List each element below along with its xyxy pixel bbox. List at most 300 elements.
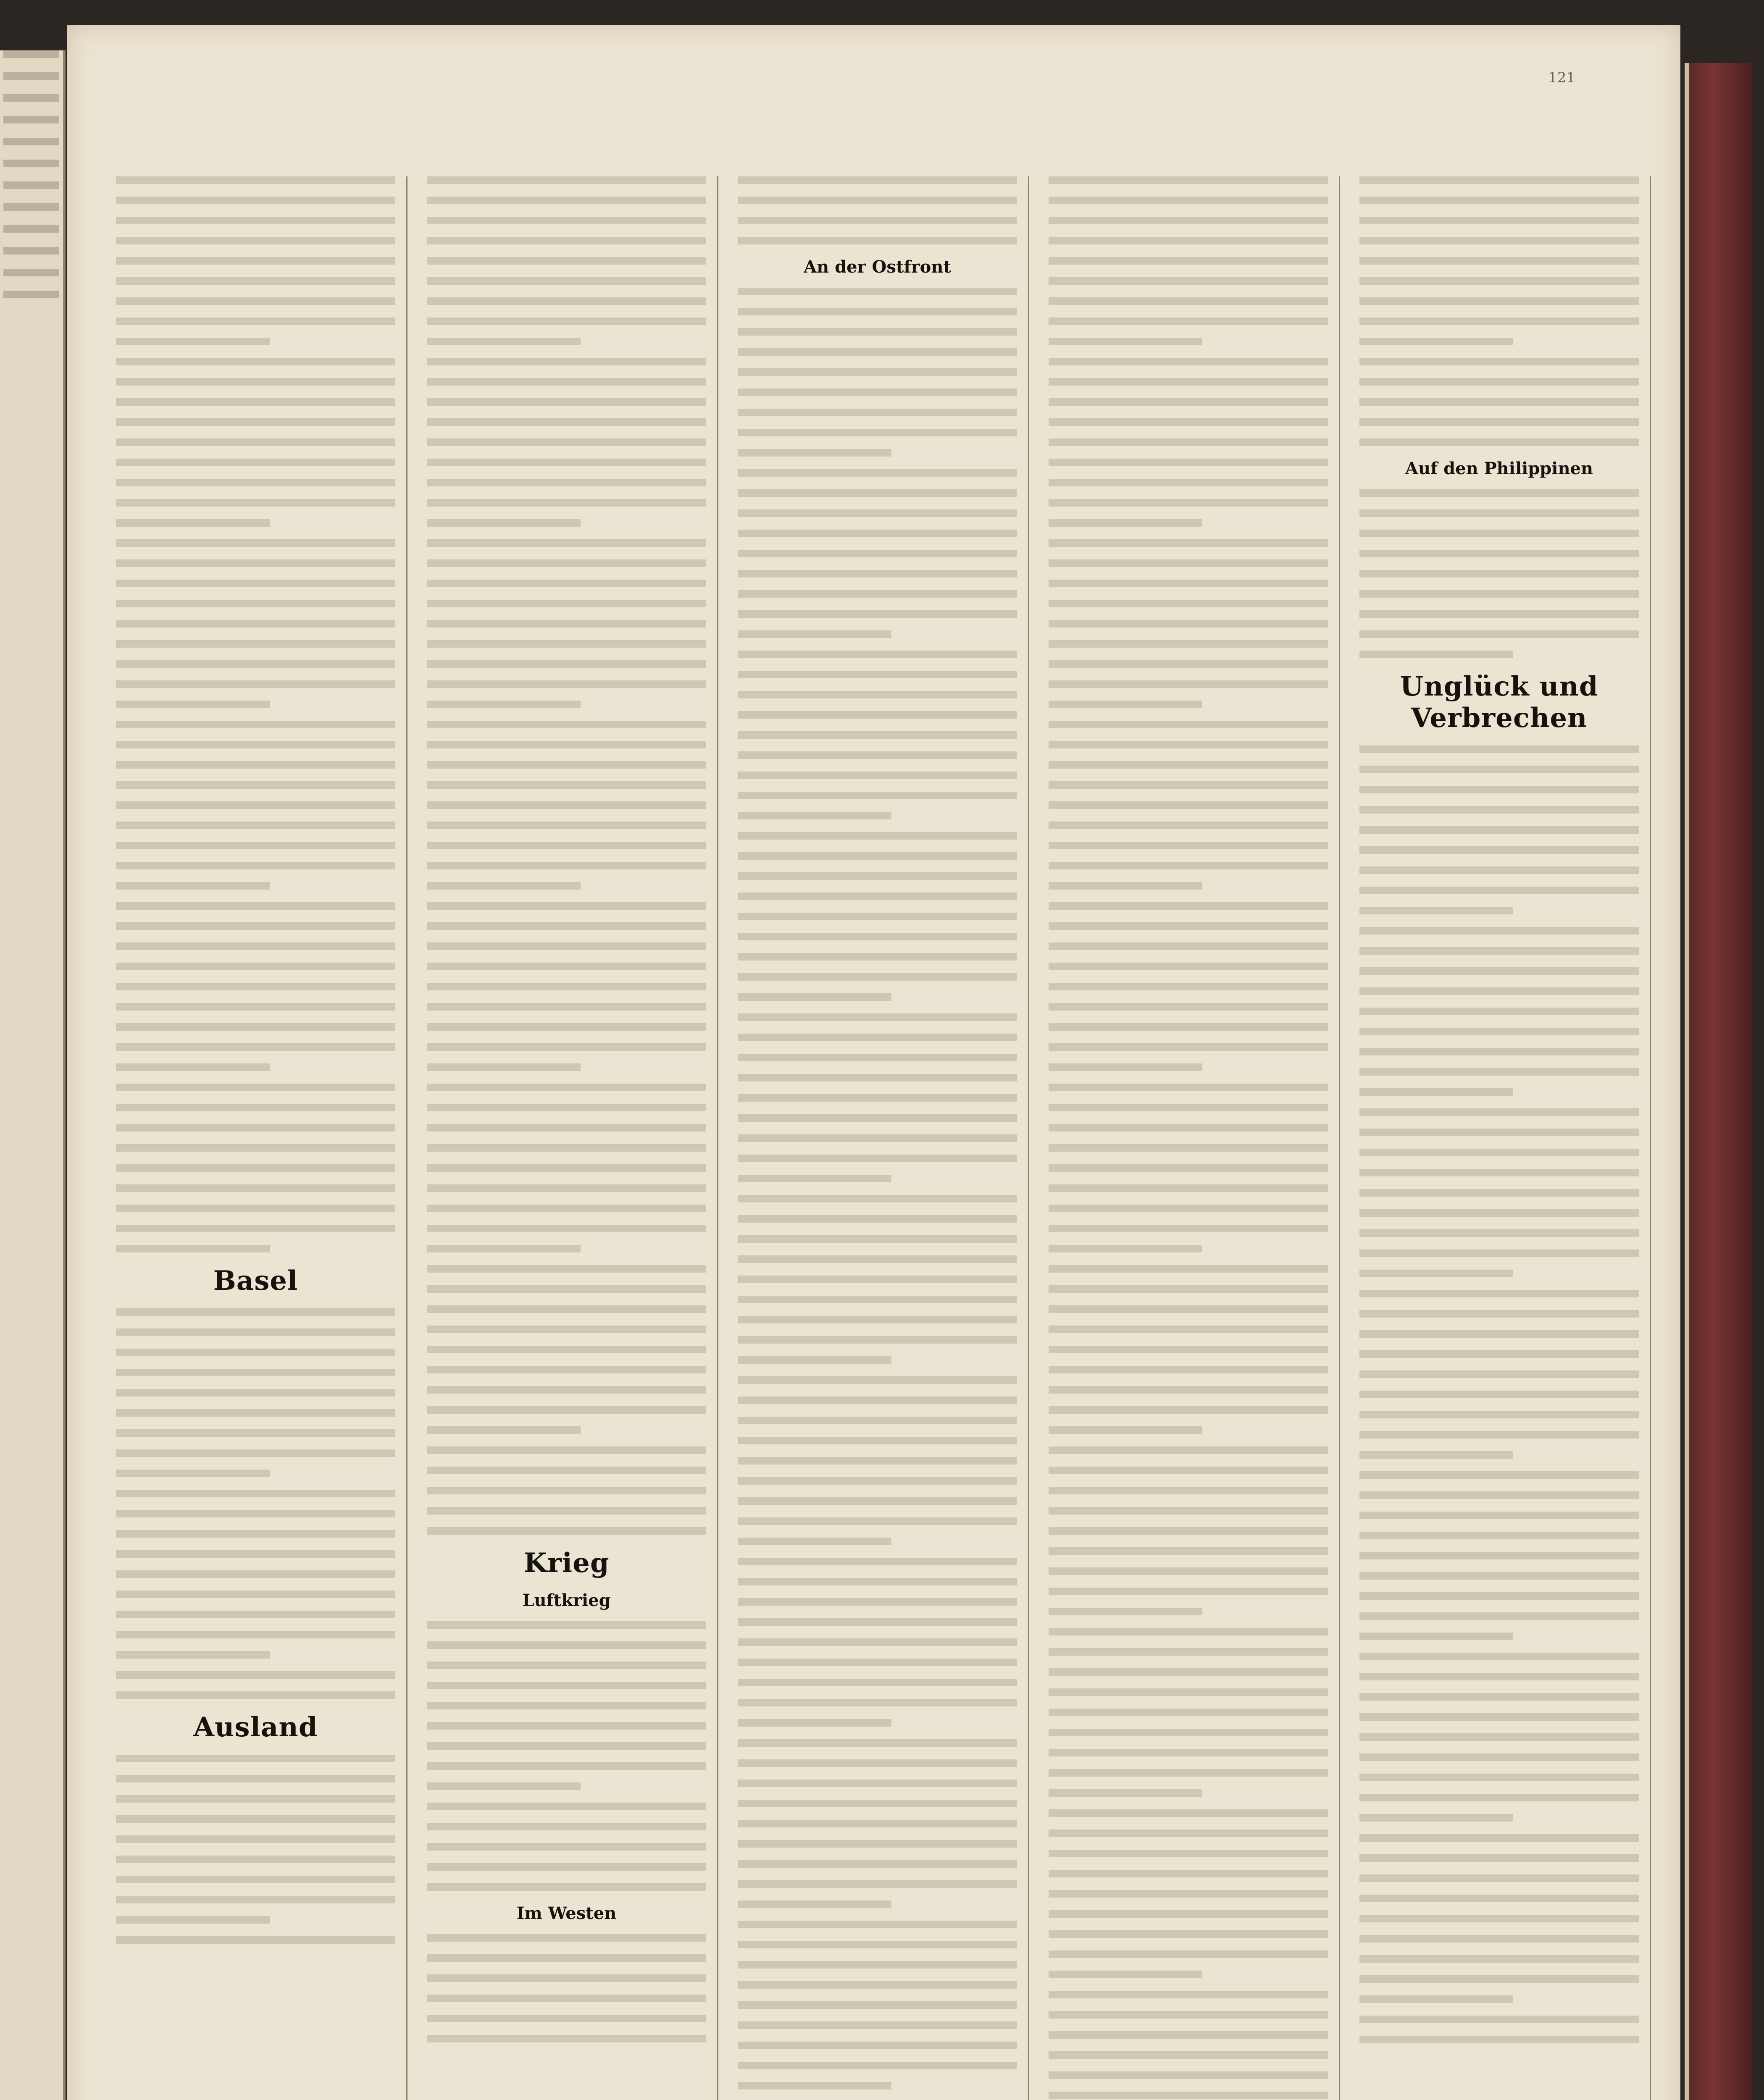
text-line-placeholder [427,640,706,648]
text-line-placeholder [1049,781,1328,789]
text-line-placeholder [427,1346,706,1353]
text-line-placeholder [427,721,706,728]
text-line-placeholder [427,781,706,789]
text-line-placeholder [1359,176,1639,184]
text-line-placeholder [427,297,706,305]
text-line-placeholder [116,237,395,244]
text-line-placeholder [1359,237,1639,244]
text-line-placeholder [427,942,706,950]
text-line-placeholder [738,2042,1017,2049]
text-line-placeholder [738,590,1017,598]
text-line-placeholder [427,499,706,507]
text-line-placeholder [738,509,1017,517]
text-line-placeholder [1359,1633,1513,1640]
text-line-placeholder [1049,1245,1202,1252]
text-line-placeholder [738,1316,1017,1323]
text-line-placeholder [1049,1285,1328,1293]
text-line-placeholder [1359,1592,1639,1600]
text-line-placeholder [738,1699,1017,1706]
text-line-placeholder [116,1349,395,1356]
text-line-placeholder [738,772,1017,779]
text-line-placeholder [1359,766,1639,773]
text-line-placeholder [116,1856,395,1863]
text-line-placeholder [116,318,395,325]
text-line-placeholder [1049,1507,1328,1515]
text-line-placeholder [1049,559,1328,567]
text-line-placeholder [427,398,706,406]
text-line-placeholder [1359,489,1639,497]
text-line-placeholder [1049,1326,1328,1333]
text-line-placeholder [427,1782,581,1790]
text-line-placeholder [1049,1527,1328,1535]
text-line-placeholder [738,429,1017,436]
text-line-placeholder [116,418,395,426]
text-line-placeholder [1359,550,1639,557]
text-line-placeholder [738,308,1017,315]
text-line-placeholder [1049,1890,1328,1898]
text-line-placeholder [116,257,395,265]
text-line-placeholder [1359,1129,1639,1136]
text-line-placeholder [738,832,1017,840]
text-line-placeholder [1049,1668,1328,1676]
text-line-placeholder [116,1775,395,1782]
column-2-text-c [427,1934,706,2042]
text-line-placeholder [1049,378,1328,386]
text-line-placeholder [1359,1169,1639,1176]
text-line-placeholder [1049,1688,1328,1696]
text-line-placeholder [1049,882,1202,890]
text-line-placeholder [1359,1189,1639,1197]
text-line-placeholder [1359,509,1639,517]
text-line-placeholder [738,1618,1017,1626]
text-line-placeholder [738,1638,1017,1646]
text-line-placeholder [1359,2036,1639,2043]
text-line-placeholder [427,902,706,910]
text-line-placeholder [738,1961,1017,1969]
text-line-placeholder [1049,983,1328,990]
text-line-placeholder [427,680,706,688]
text-line-placeholder [116,479,395,486]
text-line-placeholder [1049,1487,1328,1494]
text-line-placeholder [738,1900,891,1908]
text-line-placeholder [427,1285,706,1293]
text-line-placeholder [427,822,706,829]
text-line-placeholder [1359,651,1513,658]
text-line-placeholder [1359,1733,1639,1741]
text-line-placeholder [738,1074,1017,1082]
text-line-placeholder [738,933,1017,940]
text-line-placeholder [1049,1789,1202,1797]
text-line-placeholder [427,1245,581,1252]
text-line-placeholder [427,1682,706,1689]
text-line-placeholder [1049,1386,1328,1394]
text-line-placeholder [738,1860,1017,1868]
text-line-placeholder [427,701,581,708]
text-line-placeholder [427,1722,706,1730]
text-line-placeholder [1049,600,1328,607]
text-line-placeholder [427,1843,706,1851]
text-line-placeholder [738,449,891,457]
text-line-placeholder [116,721,395,728]
page-number: 121 [1548,69,1575,86]
text-line-placeholder [116,1164,395,1172]
text-line-placeholder [1359,1209,1639,1217]
column-4 [1038,176,1340,2100]
text-line-placeholder [1049,1910,1328,1918]
text-line-placeholder [1359,318,1639,325]
text-line-placeholder [738,1981,1017,1989]
text-line-placeholder [738,1538,891,1545]
text-line-placeholder [738,1941,1017,1948]
text-line-placeholder [1359,1834,1639,1842]
text-line-placeholder [1049,2092,1328,2099]
text-line-placeholder [116,519,270,527]
text-line-placeholder [116,1104,395,1111]
text-line-placeholder [738,1719,891,1727]
text-line-placeholder [1049,1426,1202,1434]
text-line-placeholder [116,1389,395,1396]
text-line-placeholder [1049,680,1328,688]
text-line-placeholder [738,1034,1017,1041]
text-line-placeholder [738,2001,1017,2009]
text-line-placeholder [1049,2011,1328,2019]
text-line-placeholder [1049,2051,1328,2059]
text-line-placeholder [116,297,395,305]
text-line-placeholder [1049,1366,1328,1373]
text-line-placeholder [1359,786,1639,793]
text-line-placeholder [116,741,395,748]
text-line-placeholder [116,1835,395,1843]
text-line-placeholder [116,197,395,204]
text-line-placeholder [1049,2031,1328,2039]
text-line-placeholder [738,1759,1017,1767]
text-line-placeholder [738,1175,891,1182]
text-line-placeholder [116,580,395,587]
text-line-placeholder [427,801,706,809]
text-line-placeholder [738,1356,891,1364]
text-line-placeholder [116,1611,395,1618]
previous-page-edge [0,50,66,2100]
text-line-placeholder [427,2035,706,2042]
text-line-placeholder [738,328,1017,336]
text-line-placeholder [738,489,1017,497]
text-line-placeholder [116,1245,270,1252]
text-line-placeholder [427,1823,706,1830]
text-line-placeholder [427,1426,581,1434]
text-line-placeholder [1049,1870,1328,1877]
text-line-placeholder [738,1457,1017,1465]
text-line-placeholder [1049,1567,1328,1575]
text-line-placeholder [1359,418,1639,426]
text-line-placeholder [1359,277,1639,285]
text-line-placeholder [116,398,395,406]
text-line-placeholder [738,1921,1017,1928]
text-line-placeholder [1359,1350,1639,1358]
text-line-placeholder [738,1679,1017,1686]
text-line-placeholder [116,1916,270,1924]
text-line-placeholder [427,1934,706,1942]
text-line-placeholder [116,1023,395,1031]
text-line-placeholder [738,1800,1017,1807]
text-line-placeholder [427,1742,706,1750]
text-line-placeholder [1049,217,1328,224]
text-line-placeholder [116,1815,395,1823]
text-line-placeholder [116,176,395,184]
text-line-placeholder [738,1013,1017,1021]
text-line-placeholder [738,1477,1017,1485]
text-line-placeholder [116,1490,395,1497]
text-line-placeholder [427,176,706,184]
text-line-placeholder [1049,499,1328,507]
text-line-placeholder [1359,826,1639,834]
text-line-placeholder [116,801,395,809]
text-line-placeholder [1359,1451,1513,1459]
text-line-placeholder [1049,1950,1328,1958]
text-line-placeholder [1049,721,1328,728]
text-line-placeholder [427,418,706,426]
text-line-placeholder [427,1225,706,1232]
text-line-placeholder [1359,1955,1639,1963]
text-line-placeholder [427,1487,706,1494]
text-line-placeholder [738,1558,1017,1565]
text-line-placeholder [1359,197,1639,204]
text-line-placeholder [427,1326,706,1333]
text-line-placeholder [738,1114,1017,1122]
text-line-placeholder [738,1376,1017,1384]
text-line-placeholder [1049,902,1328,910]
text-line-placeholder [1049,1205,1328,1212]
text-line-placeholder [427,358,706,365]
text-line-placeholder [427,237,706,244]
text-line-placeholder [1049,640,1328,648]
text-line-placeholder [1359,1471,1639,1479]
text-line-placeholder [1049,1930,1328,1938]
text-line-placeholder [1049,580,1328,587]
text-line-placeholder [1359,530,1639,537]
column-3-text-b [738,288,1017,2100]
text-line-placeholder [738,1336,1017,1344]
text-line-placeholder [738,1578,1017,1586]
text-line-placeholder [1359,217,1639,224]
text-line-placeholder [1359,1330,1639,1338]
text-line-placeholder [1359,806,1639,814]
text-line-placeholder [427,1641,706,1649]
text-line-placeholder [116,1225,395,1232]
section-heading-unglueck-und-verbrechen: Unglück und Verbrechen [1400,671,1598,734]
text-line-placeholder [1049,479,1328,486]
column-1-text-a [116,176,395,1252]
text-line-placeholder [427,1974,706,1982]
text-line-placeholder [1049,519,1202,527]
text-line-placeholder [1049,1608,1202,1615]
text-line-placeholder [1049,2071,1328,2079]
text-line-placeholder [738,1134,1017,1142]
text-line-placeholder [116,620,395,627]
text-line-placeholder [738,1296,1017,1303]
text-line-placeholder [738,1155,1017,1162]
text-line-placeholder [1359,358,1639,365]
text-line-placeholder [116,378,395,386]
text-line-placeholder [1359,610,1639,618]
text-line-placeholder [116,660,395,668]
text-line-placeholder [427,1164,706,1172]
text-line-placeholder [427,761,706,769]
text-line-placeholder [738,872,1017,880]
text-line-placeholder [738,1054,1017,1061]
text-line-placeholder [1359,2016,1639,2023]
text-line-placeholder [738,197,1017,204]
text-line-placeholder [116,1550,395,1558]
text-line-placeholder [1049,1003,1328,1011]
text-line-placeholder [1049,1830,1328,1837]
text-line-placeholder [1049,1588,1328,1595]
text-line-placeholder [427,1043,706,1051]
section-heading-basel: Basel [213,1265,298,1297]
text-line-placeholder [116,358,395,365]
text-line-placeholder [427,559,706,567]
text-line-placeholder [1049,1104,1328,1111]
text-line-placeholder [116,277,395,285]
text-line-placeholder [116,1124,395,1131]
text-line-placeholder [116,1369,395,1376]
text-line-placeholder [427,600,706,607]
text-line-placeholder [1049,862,1328,869]
text-line-placeholder [1049,197,1328,204]
text-line-placeholder [1359,887,1639,894]
subheading-auf-den-philippinen: Auf den Philippinen [1405,459,1593,478]
text-line-placeholder [738,1820,1017,1827]
text-line-placeholder [116,600,395,607]
text-line-placeholder [116,1876,395,1883]
text-line-placeholder [427,660,706,668]
text-line-placeholder [1049,1769,1328,1777]
text-line-placeholder [1049,1144,1328,1152]
text-line-placeholder [427,580,706,587]
text-line-placeholder [1359,1411,1639,1418]
text-line-placeholder [738,217,1017,224]
text-line-placeholder [116,539,395,547]
text-line-placeholder [738,176,1017,184]
text-line-placeholder [1049,1406,1328,1414]
column-3-text-a [738,176,1017,244]
text-line-placeholder [427,1386,706,1394]
column-2-text-b [427,1621,706,1891]
text-line-placeholder [1049,1124,1328,1131]
text-line-placeholder [116,761,395,769]
column-1-text-b [116,1308,395,1699]
text-line-placeholder [427,1762,706,1770]
text-line-placeholder [1049,660,1328,668]
text-line-placeholder [1359,746,1639,753]
text-line-placeholder [738,348,1017,356]
text-line-placeholder [116,902,395,910]
text-line-placeholder [427,741,706,748]
text-line-placeholder [738,1598,1017,1606]
text-line-placeholder [1049,277,1328,285]
text-line-placeholder [1359,1693,1639,1701]
text-line-placeholder [1359,1270,1513,1277]
text-line-placeholder [427,1662,706,1669]
text-line-placeholder [427,217,706,224]
text-line-placeholder [738,792,1017,799]
text-line-placeholder [738,1396,1017,1404]
text-line-placeholder [738,2082,891,2090]
text-line-placeholder [1049,822,1328,829]
text-line-placeholder [738,1880,1017,1888]
text-line-placeholder [738,671,1017,678]
text-line-placeholder [1049,358,1328,365]
text-line-placeholder [116,217,395,224]
text-line-placeholder [116,1429,395,1437]
text-line-placeholder [116,1184,395,1192]
text-line-placeholder [116,1328,395,1336]
text-line-placeholder [116,922,395,930]
text-line-placeholder [116,701,270,708]
text-line-placeholder [116,1671,395,1679]
text-line-placeholder [116,1631,395,1638]
text-line-placeholder [1359,1552,1639,1559]
text-line-placeholder [116,1795,395,1803]
text-line-placeholder [1049,1648,1328,1656]
text-line-placeholder [427,438,706,446]
text-line-placeholder [738,913,1017,920]
text-line-placeholder [738,550,1017,557]
text-line-placeholder [738,1417,1017,1424]
text-line-placeholder [738,993,891,1001]
text-line-placeholder [116,1043,395,1051]
text-line-placeholder [738,1840,1017,1848]
text-line-placeholder [427,1265,706,1273]
text-line-placeholder [427,922,706,930]
text-line-placeholder [116,882,270,890]
text-line-placeholder [1049,963,1328,970]
text-line-placeholder [1049,1971,1202,1978]
text-line-placeholder [1049,1225,1328,1232]
text-line-placeholder [1049,801,1328,809]
text-line-placeholder [1049,1305,1328,1313]
text-line-placeholder [427,1104,706,1111]
text-line-placeholder [1049,1729,1328,1736]
text-line-placeholder [1049,1043,1328,1051]
column-5 [1349,176,1651,2100]
text-line-placeholder [427,257,706,265]
text-line-placeholder [1359,1612,1639,1620]
text-line-placeholder [1359,1149,1639,1156]
text-line-placeholder [427,1124,706,1131]
text-line-placeholder [1359,1975,1639,1983]
text-line-placeholder [116,1409,395,1417]
text-line-placeholder [738,610,1017,618]
text-line-placeholder [1359,1250,1639,1257]
text-line-placeholder [1359,866,1639,874]
text-line-placeholder [116,640,395,648]
text-line-placeholder [116,459,395,466]
text-line-placeholder [116,438,395,446]
text-line-placeholder [1049,297,1328,305]
text-line-placeholder [116,1651,270,1659]
subheading-luftkrieg: Luftkrieg [522,1591,611,1610]
text-line-placeholder [1359,1108,1639,1116]
text-line-placeholder [427,1863,706,1871]
text-line-placeholder [738,751,1017,759]
text-line-placeholder [1049,1809,1328,1817]
text-line-placeholder [738,852,1017,860]
text-line-placeholder [427,1995,706,2002]
text-line-placeholder [1049,1446,1328,1454]
text-line-placeholder [738,237,1017,244]
text-line-placeholder [1359,1915,1639,1922]
text-line-placeholder [1359,1935,1639,1942]
